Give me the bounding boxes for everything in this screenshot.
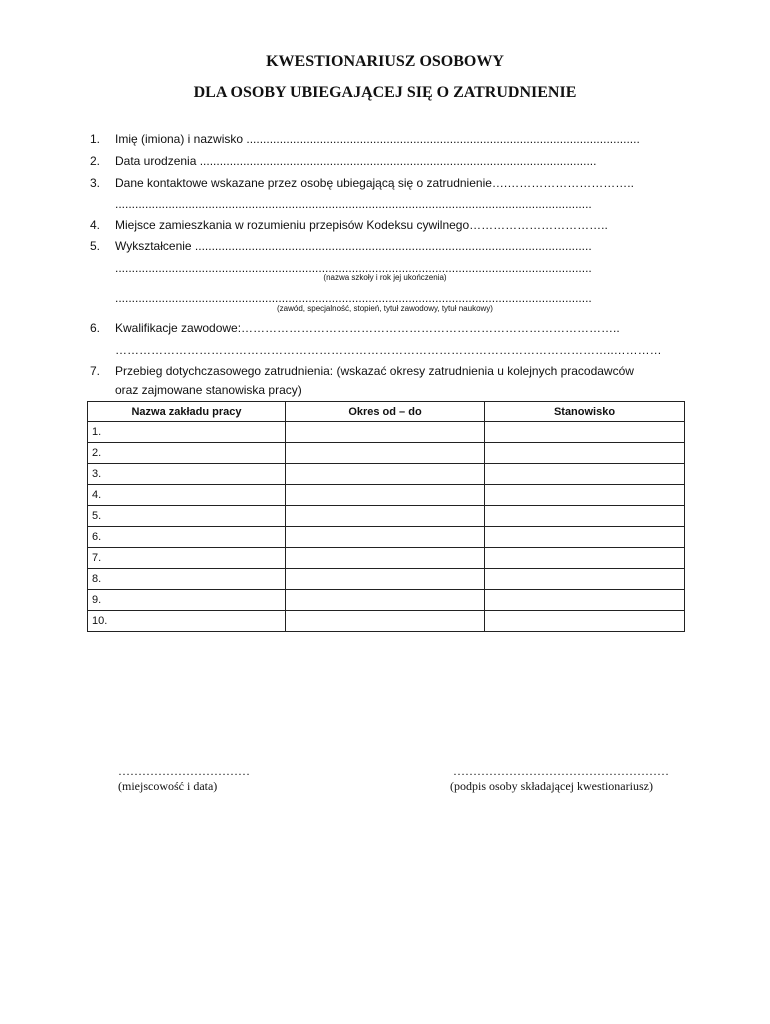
table-row [88, 611, 685, 632]
position-cell[interactable] [485, 590, 685, 611]
field-number: 6. [90, 321, 101, 335]
form-line [90, 343, 662, 357]
table-row [88, 548, 685, 569]
column-header-company: Nazwa zakładu pracy [88, 402, 286, 422]
row-number-cell[interactable]: 9. [88, 590, 286, 611]
document-subtitle: DLA OSOBY UBIEGAJĄCEJ SIĘ O ZATRUDNIENIE [193, 84, 577, 101]
field-label: Imię (imiona) i nazwisko ...................................................................................................................... [115, 132, 640, 146]
field-label: Przebieg dotychczasowego zatrudnienia: (wskazać okresy zatrudnienia u kolejnych pracodawców [115, 364, 634, 378]
field-number: 5. [90, 239, 101, 253]
school-caption: (nazwa szkoły i rok jej ukończenia) [323, 273, 447, 282]
document-title: KWESTIONARIUSZ OSOBOWY [266, 53, 504, 70]
form-line [90, 218, 608, 232]
table-row [88, 464, 685, 485]
position-cell[interactable] [485, 569, 685, 590]
row-number-cell[interactable]: 8. [88, 569, 286, 590]
period-cell[interactable] [286, 569, 485, 590]
position-cell[interactable] [485, 506, 685, 527]
form-line [90, 176, 634, 190]
form-line [90, 291, 592, 305]
form-line [90, 132, 640, 146]
table-row [88, 569, 685, 590]
field-label: Kwalifikacje zawodowe:………………………………………………………………………………….. [115, 321, 620, 335]
form-line [90, 197, 592, 211]
period-cell[interactable] [286, 485, 485, 506]
period-cell[interactable] [286, 548, 485, 569]
table-row [88, 590, 685, 611]
form-line [90, 239, 592, 253]
field-label: ............................................................................................................................................... [115, 197, 592, 211]
row-number-cell[interactable]: 2. [88, 443, 286, 464]
position-cell[interactable] [485, 548, 685, 569]
table-row [88, 485, 685, 506]
row-number-cell[interactable]: 1. [88, 422, 286, 443]
row-number-cell[interactable]: 7. [88, 548, 286, 569]
position-cell[interactable] [485, 527, 685, 548]
column-header-period: Okres od – do [286, 402, 485, 422]
position-cell[interactable] [485, 485, 685, 506]
period-cell[interactable] [286, 506, 485, 527]
row-number-cell[interactable]: 5. [88, 506, 286, 527]
field-label: ……………………………………………………………………………………………………………..………… [115, 343, 662, 357]
field-label: oraz zajmowane stanowiska pracy) [115, 383, 302, 397]
period-cell[interactable] [286, 422, 485, 443]
table-row [88, 527, 685, 548]
place-date-label: (miejscowość i data) [118, 779, 218, 793]
position-cell[interactable] [485, 422, 685, 443]
period-cell[interactable] [286, 464, 485, 485]
profession-caption: (zawód, specjalność, stopień, tytuł zawodowy, tytuł naukowy) [277, 304, 493, 313]
field-label: Data urodzenia ....................................................................................................................... [115, 154, 597, 168]
row-number-cell[interactable]: 4. [88, 485, 286, 506]
position-cell[interactable] [485, 464, 685, 485]
field-number: 2. [90, 154, 101, 168]
field-number: 7. [90, 364, 101, 378]
row-number-cell[interactable]: 6. [88, 527, 286, 548]
table-row [88, 422, 685, 443]
form-line [90, 364, 634, 378]
form-line [90, 321, 620, 335]
field-label: Miejsce zamieszkania w rozumieniu przepisów Kodeksu cywilnego…………………………….. [115, 218, 608, 232]
table-row [88, 443, 685, 464]
form-line [90, 383, 302, 397]
field-number: 3. [90, 176, 101, 190]
table-row [88, 506, 685, 527]
field-label: Dane kontaktowe wskazane przez osobę ubiegającą się o zatrudnienie….………………………….. [115, 176, 634, 190]
row-number-cell[interactable]: 10. [88, 611, 286, 632]
field-number: 1. [90, 132, 101, 146]
position-cell[interactable] [485, 443, 685, 464]
period-cell[interactable] [286, 611, 485, 632]
period-cell[interactable] [286, 527, 485, 548]
table-header-row [88, 402, 685, 422]
period-cell[interactable] [286, 443, 485, 464]
place-date-dots: …………………………… [118, 764, 250, 778]
signature-dots: ……………………………………………… [453, 764, 669, 778]
field-number: 4. [90, 218, 101, 232]
position-cell[interactable] [485, 611, 685, 632]
form-line [90, 154, 596, 168]
column-header-position: Stanowisko [485, 402, 685, 422]
field-label: ............................................................................................................................................... [115, 261, 592, 275]
field-label: ............................................................................................................................................... [115, 291, 592, 305]
signature-label: (podpis osoby składającej kwestionariusz) [450, 779, 653, 793]
period-cell[interactable] [286, 590, 485, 611]
row-number-cell[interactable]: 3. [88, 464, 286, 485]
field-label: Wykształcenie ....................................................................................................................... [115, 239, 592, 253]
employment-history-table [87, 401, 685, 632]
